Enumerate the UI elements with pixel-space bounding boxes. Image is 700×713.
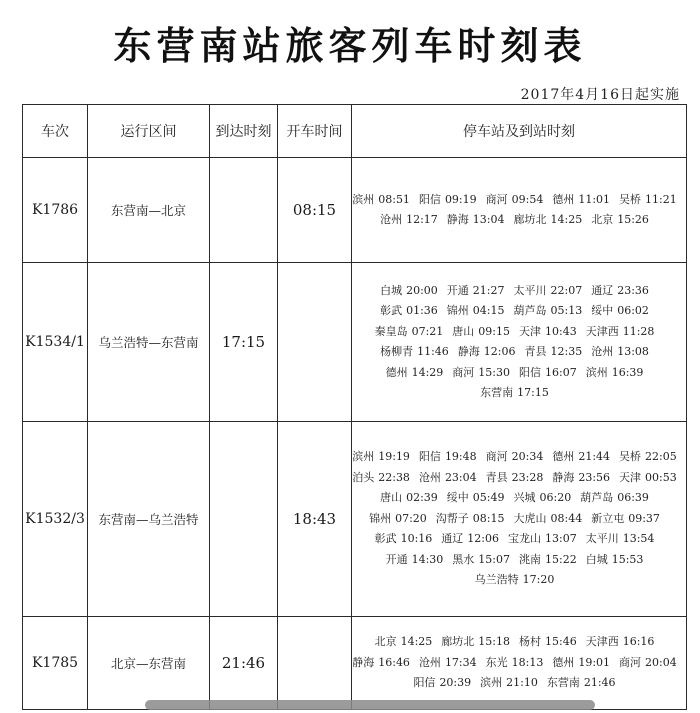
stop-entry	[447, 281, 505, 302]
header-train-no: 车次	[23, 105, 88, 158]
stop-time: 12:35	[550, 345, 583, 358]
stop-list-cell	[352, 617, 687, 710]
stop-list	[352, 190, 686, 231]
stop-entry	[514, 488, 572, 509]
stop-time: 20:04	[645, 655, 677, 669]
stop-entry	[508, 529, 577, 550]
stop-entry	[380, 488, 438, 509]
stop-entry	[380, 210, 438, 231]
train-row	[23, 263, 687, 422]
stop-entry	[441, 529, 499, 550]
stop-station: 绥中	[446, 491, 469, 505]
stop-station: 滨州	[352, 450, 375, 464]
arrival-time: 21:46	[210, 617, 278, 710]
arrival-time: 17:15	[210, 263, 278, 422]
stop-entry	[552, 190, 610, 211]
stop-station: 商河	[485, 192, 508, 206]
stop-station: 宝龙山	[508, 532, 541, 546]
stop-time: 08:44	[550, 511, 583, 525]
stop-time: 07:20	[395, 511, 427, 525]
stop-station: 洮南	[519, 552, 541, 566]
train-row	[23, 158, 687, 263]
stop-entry	[452, 363, 510, 384]
stop-station: 杨村	[519, 635, 541, 649]
stop-station: 廊坊北	[441, 635, 475, 649]
stop-time: 01:36	[406, 304, 438, 317]
stop-time: 14:25	[400, 635, 433, 649]
stop-station: 北京	[374, 635, 397, 649]
stop-station: 廊坊北	[513, 213, 547, 226]
stop-station: 白城	[380, 283, 403, 297]
stop-time: 13:08	[617, 345, 649, 358]
stop-station: 大虎山	[513, 511, 547, 525]
stop-list-cell	[352, 263, 687, 422]
stop-time: 10:16	[400, 532, 433, 546]
stop-entry	[419, 468, 477, 489]
stop-station: 沧州	[591, 345, 614, 358]
stop-entry	[519, 550, 577, 571]
stop-entry	[591, 210, 649, 231]
stop-station: 太平川	[513, 283, 547, 297]
stop-time: 20:34	[511, 450, 544, 464]
train-number: K1785	[23, 617, 88, 710]
stop-entry	[514, 281, 583, 302]
stop-station: 阳信	[418, 450, 441, 464]
stop-station: 青县	[485, 470, 508, 484]
header-departure: 开车时间	[278, 105, 352, 158]
stop-time: 07:21	[411, 324, 444, 338]
stop-time: 12:06	[467, 532, 499, 546]
stop-station: 滨州	[480, 676, 503, 690]
stop-time: 13:54	[622, 532, 655, 546]
departure-time	[278, 263, 352, 422]
stop-time: 22:38	[378, 470, 410, 484]
stop-entry	[386, 363, 444, 384]
stop-time: 05:13	[550, 304, 583, 317]
stop-station: 乌兰浩特	[474, 573, 519, 587]
stop-time: 11:21	[645, 192, 677, 206]
stop-time: 10:43	[545, 324, 577, 338]
stop-station: 沧州	[418, 470, 441, 484]
stop-entry	[486, 653, 544, 674]
stop-list-cell	[352, 158, 687, 263]
stop-time: 08:51	[378, 192, 410, 206]
stop-time: 14:30	[411, 552, 444, 566]
stop-entry	[480, 673, 538, 694]
stop-station: 葫芦岛	[513, 304, 547, 317]
stop-station: 滨州	[352, 192, 375, 206]
stop-station: 天津	[619, 470, 642, 484]
stop-station: 绥中	[591, 304, 614, 317]
train-route: 东营南—北京	[88, 158, 210, 263]
stop-entry	[586, 529, 655, 550]
stop-station: 青县	[524, 345, 547, 358]
stop-station: 锦州	[369, 511, 392, 525]
departure-time: 18:43	[278, 422, 352, 617]
train-number: K1532/3	[23, 422, 88, 617]
stop-station: 杨柳青	[380, 345, 414, 358]
stop-time: 09:37	[628, 511, 660, 525]
stop-time: 13:04	[472, 213, 505, 226]
stop-entry	[486, 190, 544, 211]
stop-station: 锦州	[446, 304, 469, 317]
train-number: K1534/1	[23, 263, 88, 422]
stop-station: 东营南	[480, 386, 514, 399]
stop-entry	[619, 653, 677, 674]
stop-station: 天津西	[585, 324, 619, 338]
header-row	[23, 105, 687, 158]
stop-time: 22:05	[645, 450, 677, 464]
stop-station: 德州	[552, 450, 575, 464]
train-route: 北京—东营南	[88, 617, 210, 710]
stop-entry	[375, 529, 433, 550]
stop-entry	[586, 632, 655, 653]
stop-entry	[519, 322, 577, 343]
stop-entry	[519, 632, 577, 653]
stop-entry	[386, 550, 444, 571]
stop-station: 天津	[519, 324, 541, 338]
stop-entry	[375, 632, 433, 653]
stop-entry	[552, 653, 610, 674]
stop-station: 静海	[352, 655, 375, 669]
stop-entry	[525, 342, 583, 363]
stop-entry	[352, 190, 410, 211]
stop-time: 17:15	[517, 386, 549, 399]
stop-entry	[375, 322, 444, 343]
stop-entry	[514, 210, 583, 231]
stop-time: 09:19	[444, 192, 477, 206]
stop-time: 19:48	[444, 450, 477, 464]
stop-station: 通辽	[591, 283, 614, 297]
effective-date: 2017年4月16日起实施	[520, 87, 680, 103]
stop-time: 17:20	[522, 573, 555, 587]
stop-entry	[552, 447, 610, 468]
stop-station: 天津西	[585, 635, 619, 649]
stop-entry	[380, 301, 438, 322]
stop-station: 沧州	[380, 213, 403, 226]
stop-entry	[591, 301, 649, 322]
stop-time: 19:01	[578, 655, 611, 669]
header-arrival: 到达时刻	[210, 105, 278, 158]
stop-entry	[419, 653, 477, 674]
stop-entry	[591, 281, 649, 302]
stop-time: 08:15	[472, 511, 505, 525]
stop-station: 白城	[585, 552, 608, 566]
stop-time: 12:17	[406, 213, 438, 226]
stop-entry	[369, 509, 427, 530]
train-route: 东营南—乌兰浩特	[88, 422, 210, 617]
stop-entry	[480, 383, 549, 404]
stop-station: 太平川	[585, 532, 619, 546]
page-title: 东营南站旅客列车时刻表	[113, 23, 587, 68]
stop-time: 23:28	[511, 470, 544, 484]
stop-entry	[586, 363, 644, 384]
stop-station: 商河	[619, 655, 642, 669]
stop-station: 兴城	[513, 491, 536, 505]
stop-station: 沟帮子	[435, 511, 469, 525]
stop-time: 15:30	[478, 365, 510, 379]
stop-time: 11:01	[578, 192, 611, 206]
departure-time	[278, 617, 352, 710]
stop-station: 德州	[552, 655, 575, 669]
stop-entry	[419, 447, 477, 468]
train-row	[23, 617, 687, 710]
stop-time: 15:26	[617, 213, 649, 226]
stop-entry	[591, 342, 649, 363]
stop-time: 16:39	[611, 365, 644, 379]
departure-time: 08:15	[278, 158, 352, 263]
stop-station: 通辽	[441, 532, 464, 546]
stop-time: 14:29	[411, 365, 444, 379]
stop-entry	[447, 301, 505, 322]
stop-time: 15:07	[478, 552, 510, 566]
stop-station: 商河	[452, 365, 475, 379]
stop-time: 22:07	[550, 283, 583, 297]
stop-station: 东营南	[546, 676, 580, 690]
stop-time: 23:56	[578, 470, 611, 484]
stop-station: 沧州	[418, 655, 441, 669]
stop-time: 19:19	[378, 450, 410, 464]
stop-time: 14:25	[550, 213, 583, 226]
stop-station: 唐山	[380, 491, 403, 505]
stop-entry	[519, 363, 577, 384]
stop-entry	[586, 550, 644, 571]
stop-time: 16:46	[378, 655, 410, 669]
stop-station: 黑水	[452, 552, 475, 566]
stop-entry	[436, 509, 505, 530]
train-route: 乌兰浩特—东营南	[88, 263, 210, 422]
stop-entry	[447, 210, 505, 231]
stop-station: 彰武	[374, 532, 397, 546]
stop-entry	[514, 301, 583, 322]
stop-station: 静海	[457, 345, 480, 358]
stop-entry	[591, 509, 660, 530]
stop-time: 15:18	[478, 635, 510, 649]
stop-time: 21:44	[578, 450, 611, 464]
stop-time: 00:53	[645, 470, 677, 484]
stop-entry	[447, 488, 505, 509]
stop-time: 16:16	[622, 635, 655, 649]
stop-station: 唐山	[452, 324, 475, 338]
header-stops: 停车站及到站时刻	[352, 105, 687, 158]
stop-station: 泊头	[352, 470, 375, 484]
stop-entry	[380, 342, 449, 363]
stop-time: 23:36	[617, 283, 649, 297]
stop-list	[352, 447, 686, 591]
stop-list	[352, 632, 686, 694]
stop-station: 北京	[591, 213, 614, 226]
stop-time: 21:46	[583, 676, 616, 690]
stop-entry	[486, 447, 544, 468]
stop-station: 吴桥	[619, 450, 642, 464]
stop-time: 06:39	[617, 491, 649, 505]
stop-time: 11:46	[417, 345, 449, 358]
stop-station: 阳信	[418, 192, 441, 206]
stop-time: 20:39	[439, 676, 472, 690]
arrival-time	[210, 422, 278, 617]
stop-station: 德州	[385, 365, 408, 379]
horizontal-scrollbar[interactable]	[145, 700, 595, 710]
stop-entry	[458, 342, 516, 363]
stop-station: 阳信	[519, 365, 541, 379]
stop-entry	[452, 322, 510, 343]
header-route: 运行区间	[88, 105, 210, 158]
stop-entry	[419, 190, 477, 211]
stop-entry	[452, 550, 510, 571]
stop-station: 吴桥	[619, 192, 642, 206]
stop-station: 开通	[446, 283, 469, 297]
stop-time: 18:13	[511, 655, 544, 669]
stop-entry	[619, 468, 677, 489]
stop-station: 东光	[485, 655, 508, 669]
stop-entry	[380, 281, 438, 302]
stop-time: 06:02	[617, 304, 649, 317]
stop-list-cell	[352, 422, 687, 617]
stop-entry	[352, 447, 410, 468]
stop-entry	[352, 468, 410, 489]
stop-time: 09:54	[511, 192, 544, 206]
stop-time: 15:22	[545, 552, 577, 566]
stop-entry	[441, 632, 510, 653]
stop-station: 秦皇岛	[374, 324, 408, 338]
stop-time: 02:39	[406, 491, 438, 505]
train-number: K1786	[23, 158, 88, 263]
stop-entry	[514, 509, 583, 530]
stop-entry	[413, 673, 471, 694]
stop-station: 静海	[446, 213, 469, 226]
stop-station: 德州	[552, 192, 575, 206]
timetable-table	[22, 104, 687, 710]
stop-time: 11:28	[622, 324, 655, 338]
stop-entry	[586, 322, 655, 343]
stop-station: 开通	[385, 552, 408, 566]
stop-entry	[552, 468, 610, 489]
stop-entry	[619, 447, 677, 468]
stop-station: 静海	[552, 470, 575, 484]
stop-entry	[547, 673, 616, 694]
stop-time: 21:10	[506, 676, 538, 690]
stop-time: 23:04	[444, 470, 477, 484]
stop-time: 20:00	[406, 283, 438, 297]
stop-station: 阳信	[413, 676, 436, 690]
stop-station: 新立屯	[591, 511, 625, 525]
stop-station: 滨州	[585, 365, 608, 379]
arrival-time	[210, 158, 278, 263]
stop-time: 05:49	[472, 491, 505, 505]
stop-entry	[352, 653, 410, 674]
stop-entry	[475, 570, 555, 591]
train-row	[23, 422, 687, 617]
stop-time: 06:20	[539, 491, 572, 505]
stop-entry	[619, 190, 677, 211]
stop-entry	[486, 468, 544, 489]
stop-time: 15:53	[611, 552, 644, 566]
stop-time: 17:34	[444, 655, 477, 669]
stop-time: 21:27	[472, 283, 505, 297]
stop-time: 16:07	[545, 365, 577, 379]
stop-time: 13:07	[545, 532, 577, 546]
stop-time: 04:15	[472, 304, 505, 317]
stop-station: 葫芦岛	[580, 491, 614, 505]
stop-station: 彰武	[380, 304, 403, 317]
stop-station: 商河	[485, 450, 508, 464]
stop-time: 12:06	[483, 345, 516, 358]
stop-list	[352, 281, 686, 404]
stop-entry	[580, 488, 649, 509]
stop-time: 15:46	[545, 635, 577, 649]
stop-time: 09:15	[478, 324, 510, 338]
